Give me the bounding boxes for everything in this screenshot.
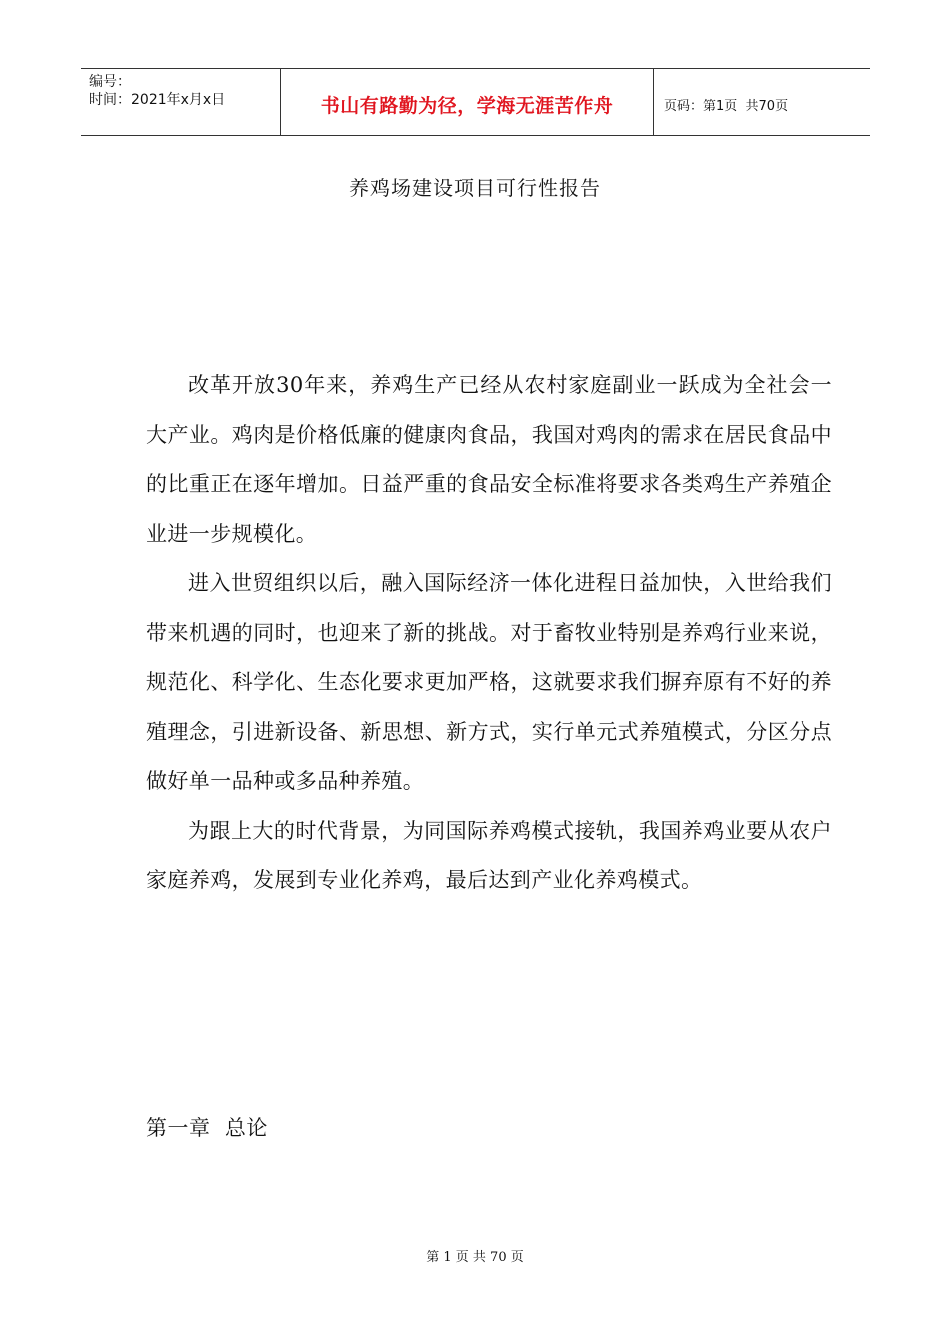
document-number-label: 编号： (89, 74, 131, 90)
body-paragraph-3: 为跟上大的时代背景，为同国际养鸡模式接轨，我国养鸡业要从农户家庭养鸡，发展到专业化养鸡，最后达到产业化养鸡模式。 (146, 818, 832, 892)
header-page-cell (654, 69, 870, 135)
page-footer: 第 1 页 共 70 页 (426, 1250, 524, 1265)
document-date-label: 时间：2021年x月x日 (89, 92, 226, 108)
document-body (146, 361, 832, 906)
body-paragraph-1: 改革开放30年来，养鸡生产已经从农村家庭副业一跃成为全社会一大产业。鸡肉是价格低廉的健康肉食品，我国对鸡肉的需求在居民食品中的比重正在逐年增加。日益严重的食品安全标准将要求各类鸡生产养殖企业进一步规模化。 (146, 373, 832, 546)
header-motto-cell (281, 69, 654, 135)
document-header (81, 68, 870, 136)
chapter-heading: 第一章 总论 (146, 1116, 268, 1140)
header-page-info: 页码：第1页 共70页 (664, 98, 789, 114)
document-title: 养鸡场建设项目可行性报告 (349, 176, 601, 200)
header-motto: 书山有路勤为径，学海无涯苦作舟 (320, 94, 614, 117)
body-paragraph-2: 进入世贸组织以后，融入国际经济一体化进程日益加快，入世给我们带来机遇的同时，也迎来了新的挑战。对于畜牧业特别是养鸡行业来说，规范化、科学化、生态化要求更加严格，这就要求我们摒弃原有不好的养殖理念，引进新设备、新思想、新方式，实行单元式养殖模式，分区分点做好单一品种或多品种养殖。 (146, 571, 832, 793)
header-meta-cell (81, 69, 281, 135)
